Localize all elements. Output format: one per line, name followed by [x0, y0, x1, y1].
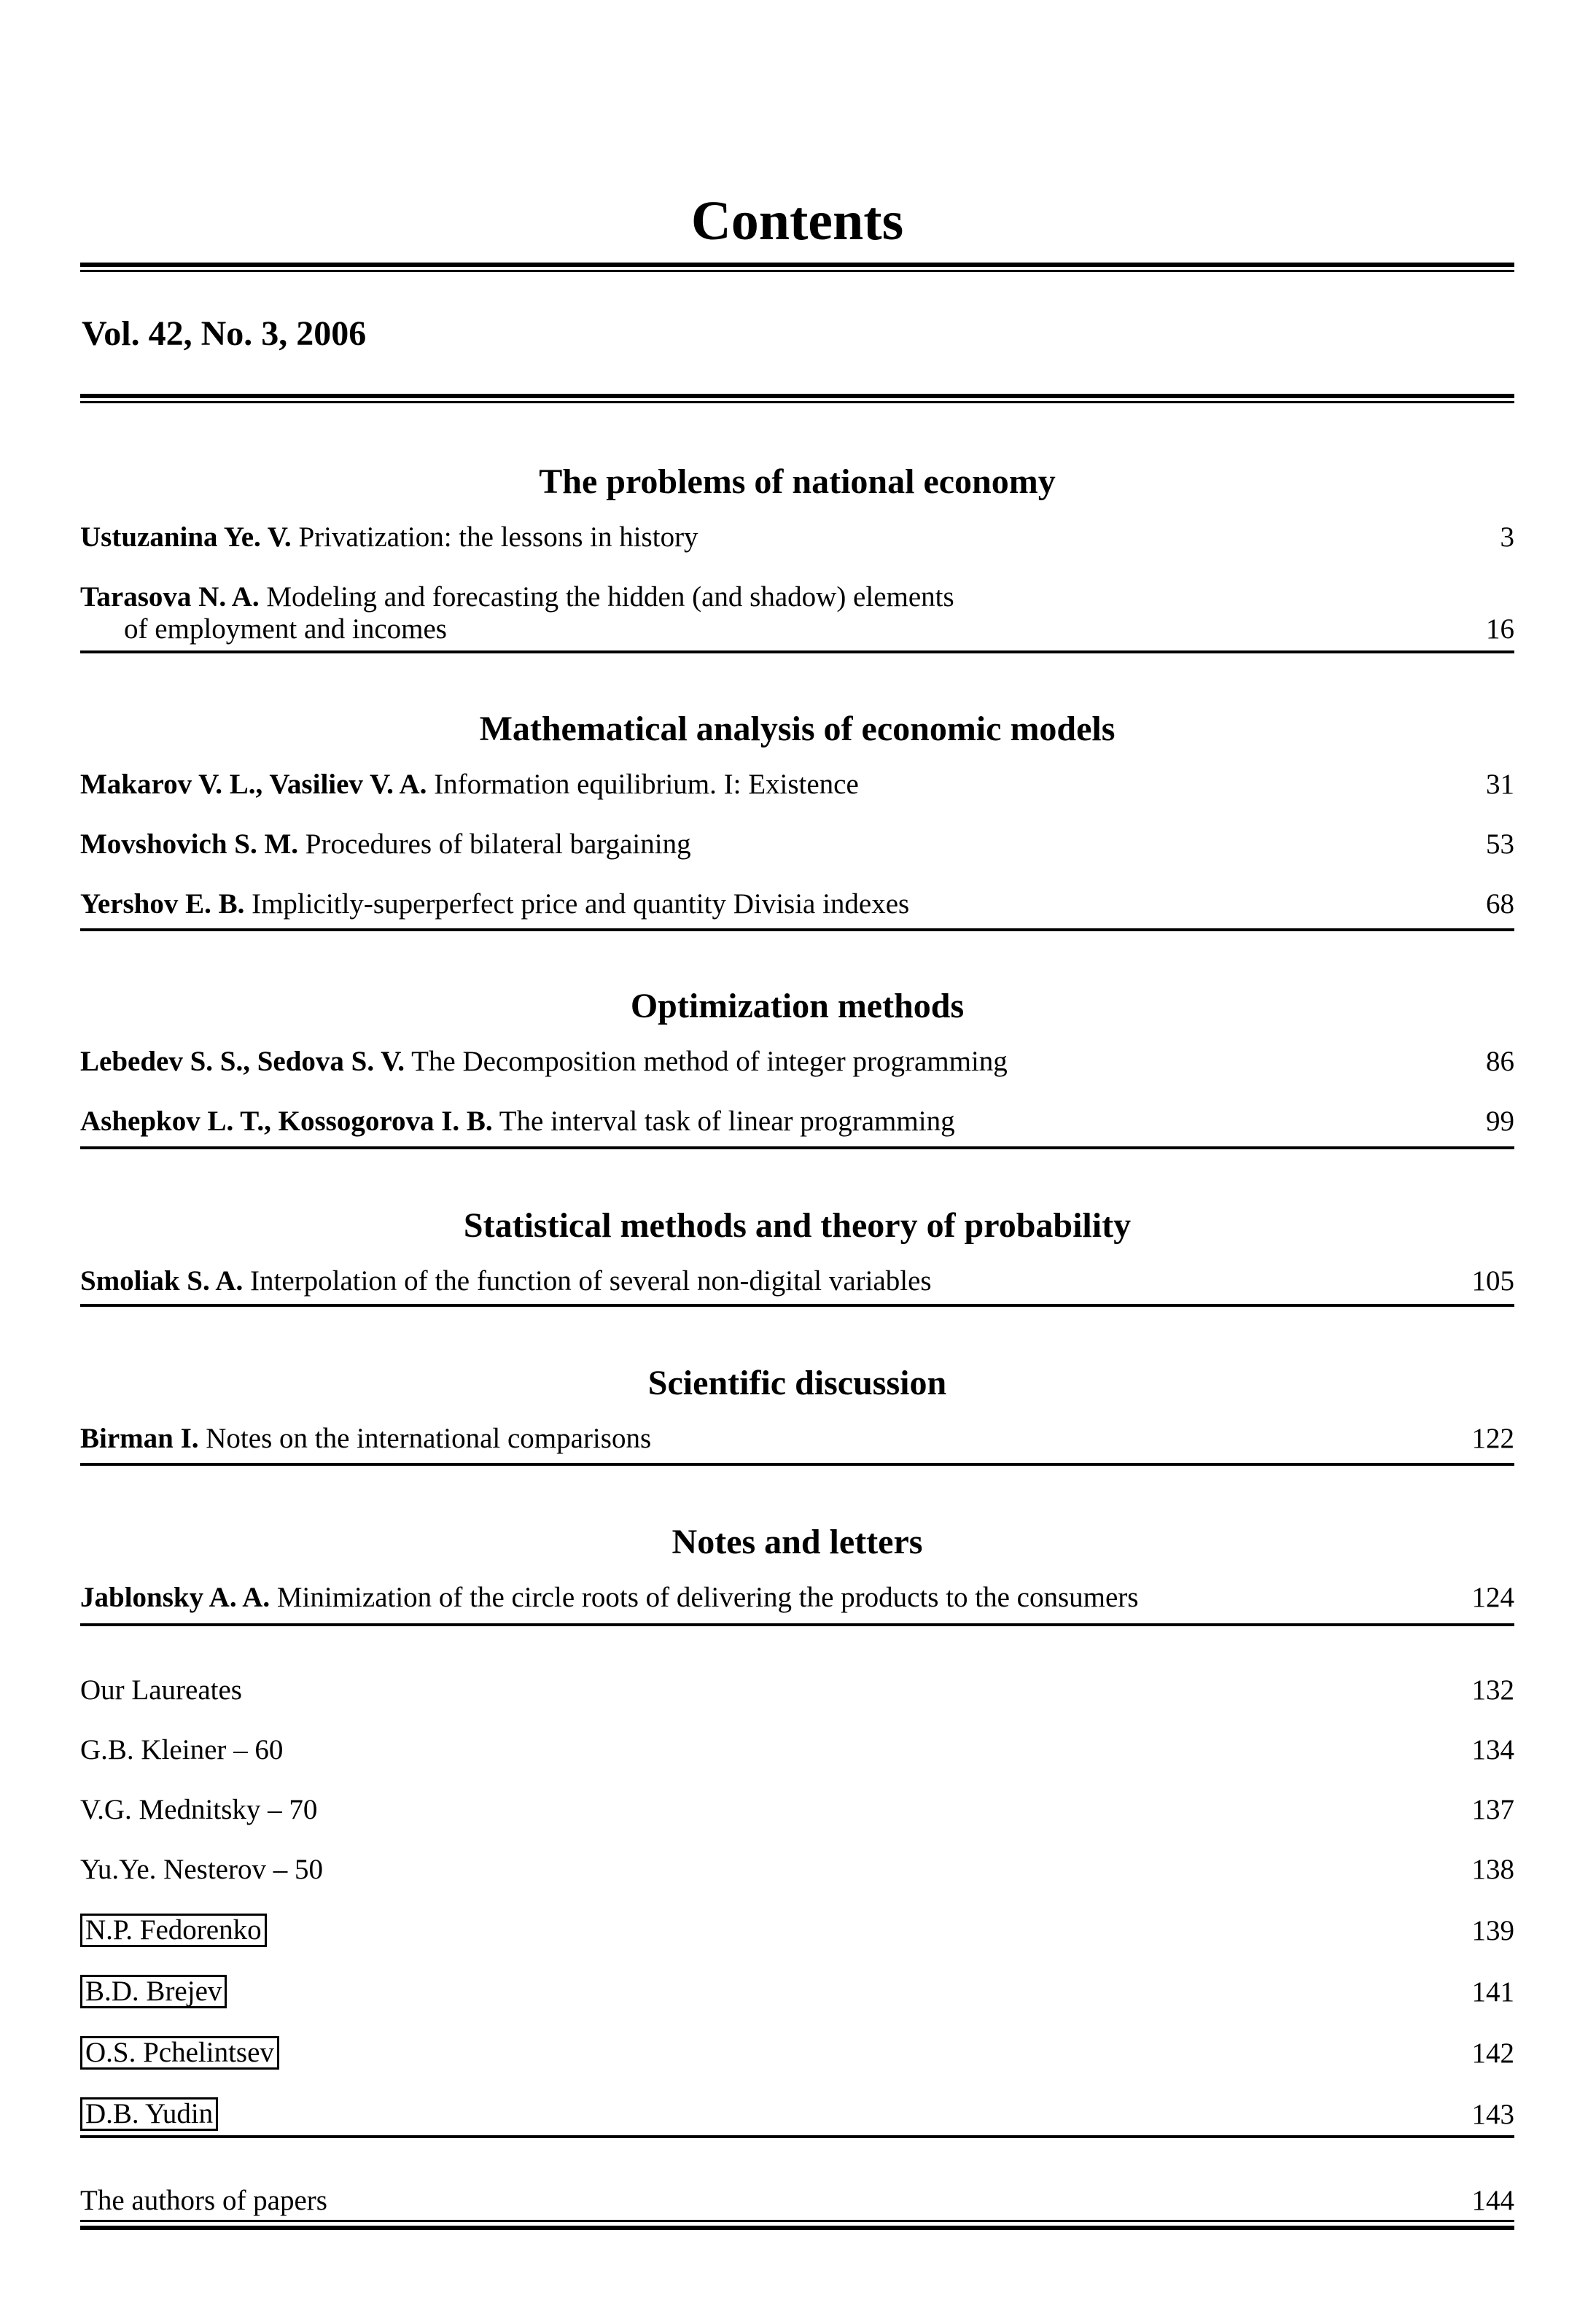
footer-entry-block — [80, 2185, 1514, 2245]
entry-title: G.B. Kleiner – 60 — [80, 1734, 284, 1766]
section-title: Notes and letters — [672, 1523, 923, 1561]
contents-page — [80, 0, 1514, 2319]
entry-title: Information equilibrium. I: Existence — [434, 769, 859, 800]
toc-entry[interactable] — [80, 2097, 1514, 2131]
toc-entry[interactable] — [80, 1794, 1514, 1826]
toc-entry[interactable] — [80, 1423, 1514, 1455]
toc-entry[interactable] — [80, 521, 1514, 553]
toc-entry[interactable] — [80, 2185, 1514, 2217]
toc-entry[interactable] — [80, 769, 1514, 801]
toc-entry[interactable] — [80, 1046, 1514, 1078]
toc-entry[interactable] — [80, 1582, 1514, 1614]
section-rule — [80, 650, 1514, 653]
toc-entry[interactable] — [80, 1914, 1514, 1947]
entry-title: The authors of papers — [80, 2185, 327, 2216]
toc-entry[interactable] — [80, 1734, 1514, 1766]
entry-page: 122 — [1471, 1423, 1514, 1454]
memorial-name-box: B.D. Brejev — [80, 1975, 227, 2008]
entry-page: 139 — [1471, 1915, 1514, 1946]
section-title: The problems of national economy — [539, 462, 1056, 501]
toc-entry[interactable] — [80, 1265, 1514, 1297]
entry-page: 86 — [1486, 1046, 1514, 1077]
bottom-double-rule — [80, 2220, 1514, 2230]
entry-title: Interpolation of the function of several non-digital variables — [250, 1265, 932, 1297]
entry-title: Modeling and forecasting the hidden (and shadow) elements — [266, 581, 954, 613]
entry-authors: Ashepkov L. T., Kossogorova I. B. — [80, 1106, 493, 1137]
toc-entry[interactable] — [80, 1674, 1514, 1706]
entry-page: 3 — [1500, 521, 1514, 553]
volume-double-rule — [80, 394, 1514, 404]
entry-title: Procedures of bilateral bargaining — [305, 828, 691, 860]
entry-page: 137 — [1471, 1794, 1514, 1825]
entry-page: 143 — [1471, 2099, 1514, 2130]
memorial-name-box: N.P. Fedorenko — [80, 1914, 267, 1947]
entry-authors: Yershov E. B. — [80, 888, 245, 920]
entry-authors: Birman I. — [80, 1423, 199, 1454]
toc-entry[interactable] — [80, 2036, 1514, 2070]
section-title: Mathematical analysis of economic models — [479, 710, 1116, 748]
entry-page: 142 — [1471, 2038, 1514, 2069]
entry-page: 105 — [1471, 1265, 1514, 1297]
entry-authors: Lebedev S. S., Sedova S. V. — [80, 1046, 405, 1077]
section-national-economy — [80, 460, 1514, 673]
section-optimization — [80, 984, 1514, 1165]
entry-title: The interval task of linear programming — [499, 1106, 955, 1137]
entry-page: 16 — [1486, 613, 1514, 645]
toc-entry[interactable] — [80, 1854, 1514, 1886]
entry-title: Our Laureates — [80, 1674, 242, 1706]
misc-entries — [80, 1674, 1514, 2159]
memorial-name-box: O.S. Pchelintsev — [80, 2036, 279, 2070]
section-title: Statistical methods and theory of probability — [463, 1206, 1132, 1245]
toc-entry[interactable] — [80, 1106, 1514, 1138]
entry-title: V.G. Mednitsky – 70 — [80, 1794, 318, 1825]
entry-page: 141 — [1471, 1976, 1514, 2008]
entry-page: 53 — [1486, 828, 1514, 860]
section-title: Optimization methods — [630, 987, 965, 1025]
entry-authors: Jablonsky A. A. — [80, 1582, 270, 1613]
entry-title-continued: of employment and incomes — [124, 613, 447, 645]
volume-label: Vol. 42, No. 3, 2006 — [82, 314, 367, 353]
memorial-name-box: D.B. Yudin — [80, 2097, 218, 2131]
entry-title: Notes on the international comparisons — [206, 1423, 652, 1454]
toc-entry[interactable] — [80, 888, 1514, 920]
toc-entry[interactable] — [80, 828, 1514, 861]
entry-page: 99 — [1486, 1106, 1514, 1137]
entry-authors: Makarov V. L., Vasiliev V. A. — [80, 769, 427, 800]
entry-title: Implicitly-superperfect price and quantity Divisia indexes — [252, 888, 910, 920]
entry-page: 144 — [1471, 2185, 1514, 2216]
toc-entry[interactable] — [80, 1975, 1514, 2008]
entry-authors: Smoliak S. A. — [80, 1265, 244, 1297]
entry-title: Yu.Ye. Nesterov – 50 — [80, 1854, 323, 1885]
toc-entry[interactable] — [80, 581, 1514, 645]
section-rule — [80, 2135, 1514, 2138]
section-title: Scientific discussion — [647, 1364, 947, 1402]
entry-authors: Ustuzanina Ye. V. — [80, 521, 292, 553]
entry-authors: Tarasova N. A. — [80, 581, 260, 613]
entry-page: 138 — [1471, 1854, 1514, 1885]
entry-page: 134 — [1471, 1734, 1514, 1766]
section-rule — [80, 1146, 1514, 1149]
page-title: Contents — [690, 190, 904, 252]
entry-title: The Decomposition method of integer programming — [411, 1046, 1008, 1077]
section-rule — [80, 1304, 1514, 1307]
section-statistical-methods — [80, 1204, 1514, 1325]
section-math-analysis — [80, 707, 1514, 948]
entry-page: 68 — [1486, 888, 1514, 920]
section-rule — [80, 1623, 1514, 1626]
entry-page: 132 — [1471, 1674, 1514, 1706]
entry-title: Minimization of the circle roots of delivering the products to the consumers — [276, 1582, 1139, 1613]
entry-authors: Movshovich S. M. — [80, 828, 299, 860]
entry-page: 124 — [1471, 1582, 1514, 1613]
entry-page: 31 — [1486, 769, 1514, 800]
section-rule — [80, 1463, 1514, 1466]
entry-title: Privatization: the lessons in history — [298, 521, 698, 553]
title-double-rule — [80, 263, 1514, 273]
section-rule — [80, 928, 1514, 931]
